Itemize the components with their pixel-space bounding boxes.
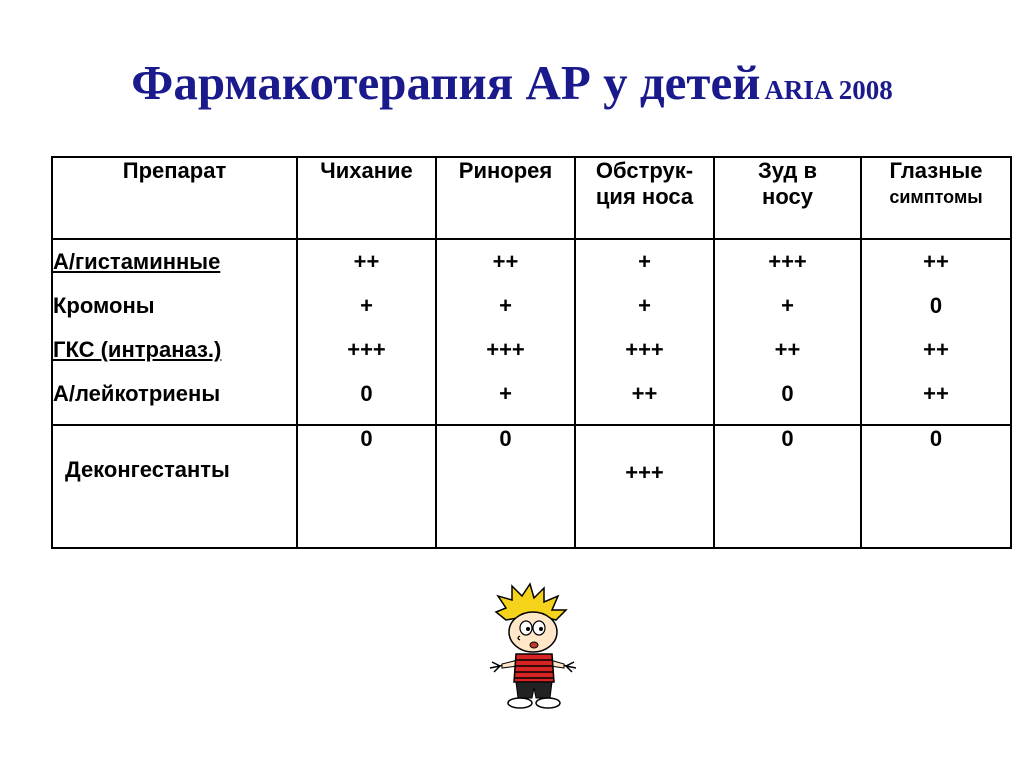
cell: + (781, 293, 794, 318)
drug-rows (52, 239, 1011, 425)
eye-right (533, 621, 545, 635)
cell: + (360, 293, 373, 318)
header-rhinorrhea: Ринорея (436, 157, 575, 239)
shoe-right (536, 698, 560, 708)
drug-gcs: ГКС (интраназ.) (53, 337, 222, 362)
header-row (52, 157, 1011, 239)
cell: +++ (347, 337, 386, 362)
col-obstruction (575, 239, 714, 425)
header-sneezing: Чихание (297, 157, 436, 239)
cell: 0 (929, 293, 943, 318)
col-sneezing (297, 239, 436, 425)
cell: ++ (631, 381, 658, 406)
cell: ++ (923, 381, 949, 406)
cell: +++ (575, 425, 714, 548)
cell: ++ (923, 249, 949, 274)
header-itch: Зуд в носу (714, 157, 861, 239)
drug-antihistamines: А/гистаминные (53, 249, 221, 274)
col-itch (714, 239, 861, 425)
cell: 0 (436, 425, 575, 548)
title-sub: ARIA 2008 (764, 75, 893, 105)
eye-left (520, 621, 532, 635)
cartoon-boy-illustration (478, 582, 584, 712)
cell: + (638, 249, 651, 274)
page-title (0, 54, 1024, 111)
drug-cromones: Кромоны (53, 293, 155, 318)
header-eye: Глазные симптомы (861, 157, 1011, 239)
drug-antileukotrienes: А/лейкотриены (53, 381, 221, 406)
title-main: Фармакотерапия АР у детей (131, 55, 761, 110)
cell: ++ (353, 249, 380, 274)
col-rhinorrhea (436, 239, 575, 425)
drug-decongestants: Деконгестанты (52, 425, 297, 548)
cell: +++ (768, 249, 807, 274)
cell: +++ (625, 337, 664, 362)
shoe-left (508, 698, 532, 708)
cell: 0 (714, 425, 861, 548)
cell: + (499, 293, 512, 318)
cell: 0 (861, 425, 1011, 548)
drug-names (52, 239, 297, 425)
pants (516, 682, 552, 698)
cell: ++ (923, 337, 949, 362)
decongestants-row (52, 425, 1011, 548)
header-drug: Препарат (52, 157, 297, 239)
cell: 0 (360, 381, 373, 406)
header-obstruction: Обструк- ция носа (575, 157, 714, 239)
cell: ++ (774, 337, 801, 362)
cell: 0 (297, 425, 436, 548)
cell: 0 (781, 381, 794, 406)
cell: + (499, 381, 512, 406)
cell: + (638, 293, 651, 318)
cell: ++ (492, 249, 519, 274)
therapy-table (51, 156, 1012, 549)
col-eye (861, 239, 1011, 425)
cell: +++ (486, 337, 525, 362)
mouth (530, 642, 538, 648)
